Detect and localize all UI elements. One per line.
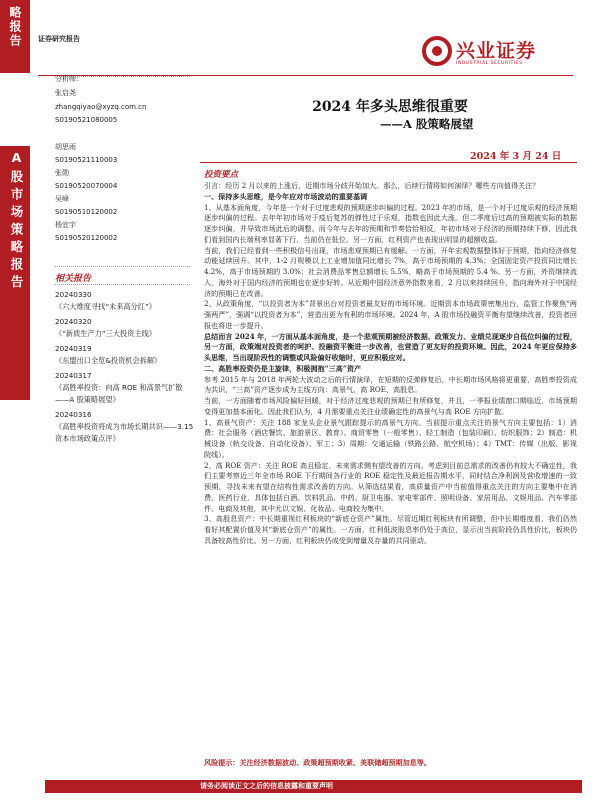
logo-cn-text: 兴业证券	[456, 40, 537, 62]
related-report-title: 《东盟出口全览&投资机会拆解》	[55, 356, 162, 365]
logo-en-text: INDUSTRIAL SECURITIES	[456, 61, 523, 66]
section-heading: 二、高胜率投资仍是主旋律，积极拥抱“三高”资产	[204, 363, 362, 373]
company-logo	[422, 36, 582, 70]
left-strip-top-label: 略报告	[8, 6, 22, 48]
analyst-name: 张勋	[55, 169, 69, 177]
related-report-title: 《“新质生产力”三大投资主线》	[55, 329, 156, 338]
body-paragraph: 1、高景气资产：关注 188 家龙头企业景气跟踪提示的高景气方向。当前提示重点关注的景气方向主要包括：1）消费：社会服务（酒店餐饮、旅游景区、教育）、商贸零售（一般零售）、轻工制造（包装印刷）、纺织服饰；2）制造：机械设备（轨交设备、自动化设备）、军工；3）周期：交通运输（铁路公路、航空机场）；4）TMT：传媒（出版、影视院线）。	[204, 417, 577, 459]
analyst-block	[55, 73, 146, 245]
related-report-title: 《高胜率投资：向高 ROE 和高景气扩散——A 股策略展望》	[55, 383, 183, 404]
body-paragraph: 当前，一方面随着市场风险偏好回暖，对于经济过度悲观的预期已有所修复，并且，一季报业绩窗口期临近，市场预期变得更加基本面化。因此我们认为，4 月需要重点关注业绩确定性的高景气与高 ROE 方向扩散。	[204, 396, 577, 416]
summary-paragraph: 总结而言 2024 年，一方面从基本面角度，是一个悲观预期被经济数据、政策发力、业绩兑现逐步自低位纠偏的过程，另一方面，政策端对投资者的呵护、投融资平衡进一步改善，也营造了更友好的投资环境。因此，2024 年更应保持多头思维，当出现阶段性的调整或风险偏好收缩时，更应积极应对。	[204, 331, 577, 362]
report-type-label: 证券研究报告	[38, 35, 80, 43]
analyst-cert: S0190520070004	[55, 182, 118, 190]
intro-paragraph: 引言：经历 2 月以来的上涨后，近期市场分歧开始加大。那么，后续行情将如何演绎？哪些方向值得关注？	[204, 181, 540, 190]
related-report-title: 《六大维度寻找“未来高分红”》	[55, 302, 156, 311]
analyst-cert: S0190521080005	[55, 116, 118, 124]
related-reports-list	[55, 289, 195, 445]
related-report-date: 20240319	[55, 344, 92, 353]
sidebar-divider	[55, 266, 190, 267]
related-report-item[interactable]	[55, 343, 195, 367]
related-report-item[interactable]	[55, 289, 195, 313]
left-strip-mid-label: A股市场策略报告	[9, 150, 24, 293]
left-strip-top-block	[0, 0, 30, 73]
analyst-cert: S0190510120002	[55, 208, 118, 216]
footer-disclaimer: 请务必阅读正文之后的信息披露和重要声明	[200, 782, 333, 790]
analyst-name: 吴峰	[55, 195, 69, 203]
related-report-date: 20240330	[55, 290, 92, 299]
body-paragraph: 当前，我们已经看到一些积极信号出现，市场悲观预期已有缓解。一方面，开年宏观数据整体好于预期，指向经济修复动能延续回升。其中，1-2 月规模以上工业增加值同比增长 7%，高于市场预期的 4.3%；全国固定资产投资同比增长 4.2%，高于市场预期的 3.0%；社会消费品零售总额增长 5.5%，略高于市场预期的 5.4 %。另一方面，外资继续流入，海外对于国内经济的预期也在逐步好转。从近期中国经济意外指数来看，2 月以来持续回升，指向海外对于中国经济的预期已在改善。	[204, 245, 577, 298]
body-paragraph: 3、高股息资产：中长期重视红利板块的“新底仓资产”属性。尽管近期红利板块有所调整，但中长期维度看，我们仍然看好其配置价值及其“新底仓资产”的属性。一方面，红利低波股息率仍处于高位，显示出当前阶段仍具性价比，板块仍具备较高性价比。另一方面，红利板块仍或受到增量及存量的共同驱动。	[204, 514, 577, 545]
analyst-cert: S0190521110003	[55, 156, 118, 164]
analyst-name: 胡思雨	[55, 143, 76, 151]
related-report-title: 《高胜率投资将成为市场长期共识——3.15 资本市场政策点评》	[55, 422, 194, 443]
sidebar-divider	[55, 284, 190, 285]
risk-warning: 风险提示：关注经济数据波动、政策超预期收紧、美联储超预期加息等。	[204, 758, 431, 767]
analyst-name: 张启尧	[55, 89, 76, 97]
related-report-date: 20240320	[55, 317, 92, 326]
report-body	[204, 181, 577, 547]
logo-mark-icon	[422, 36, 452, 66]
analyst-email: zhangqiyao@xyzq.com.cn	[55, 103, 147, 111]
left-strip-mid-block	[0, 146, 30, 400]
analyst-name: 杨宜宇	[55, 221, 76, 229]
body-paragraph: 2、从政策角度，“以投资者为本”背景出台对投资者最友好的市场环境。近期资本市场政策密集出台，监管工作聚焦“两强两严”，强调“以投资者为本”，营造出更为有利的市场环境。2024 年，A 股市场投融资平衡有望继续改善，投资者回报也将进一步提升。	[204, 299, 577, 330]
analyst-cert: S0190520120002	[55, 234, 118, 242]
section-heading: 一、保持多头思维，是今年应对市场波动的重要基调	[204, 191, 368, 201]
related-report-item[interactable]	[55, 316, 195, 340]
related-report-date: 20240316	[55, 410, 92, 419]
left-strip	[0, 0, 30, 800]
analyst-role: 分析师:	[55, 75, 79, 83]
related-report-item[interactable]	[55, 409, 195, 445]
report-date: 2024 年 3 月 24 日	[470, 151, 562, 162]
body-paragraph: 2、高 ROE 资产：关注 ROE 高且稳定、未来需求侧有望改善的方向。考虑到目前总需求的改善仍有较大不确定性，我们主要考察近三年全市场 ROE 下行期间各行业的 ROE 稳定性及最近报告期水平，同时结合净利润及营收增速的一致预期，寻找未来有望在结构性需求改善的方向。从筛选结果看，高质量资产中当前值得重点关注的方向主要集中在消费、医药行业，具体包括白酒、饮料乳品、中药、厨卫电器、家电零部件、照明设备、家居用品、文娱用品、汽车零部件、电商及其他，其中尤以文娱、化妆品、电商较为集中。	[204, 460, 577, 513]
key-points-label: 投资要点	[204, 170, 239, 180]
related-reports-title: 相关报告	[55, 274, 92, 284]
report-title: 2024 年多头思维很重要	[312, 99, 468, 115]
body-paragraph: 参考 2015 年与 2018 年两轮大波动之后的行情演绎，在短期的反弹修复后，中长期市场风格将更重要，高胜率投资成为共识，“三高”资产逐步成为主线方向：高景气、高 ROE、高股息。	[204, 374, 577, 395]
date-divider	[200, 162, 577, 163]
related-report-date: 20240317	[55, 371, 92, 380]
related-report-item[interactable]	[55, 370, 195, 406]
report-subtitle: ——A 股策略展望	[380, 117, 474, 131]
body-paragraph: 1、从基本面角度，今年是一个对于过度悲观的预期逐步纠偏的过程。2023 年的市场，是一个对于过度乐观的经济预期逐步纠偏的过程。去年年初市场对于疫后复苏的弹性过于乐观，指数也因此大涨。但二季度后过高的预期被实际的数据逐步纠偏，并导致市场此后的调整。而今年与去年的预期和节奏恰恰相反，年初市场对于经济的预期持续下修，因此我们看到国内长端利率显著下行，当前仍在低位。另一方面，红利资产也表现出明显的超额收益。	[204, 202, 577, 244]
